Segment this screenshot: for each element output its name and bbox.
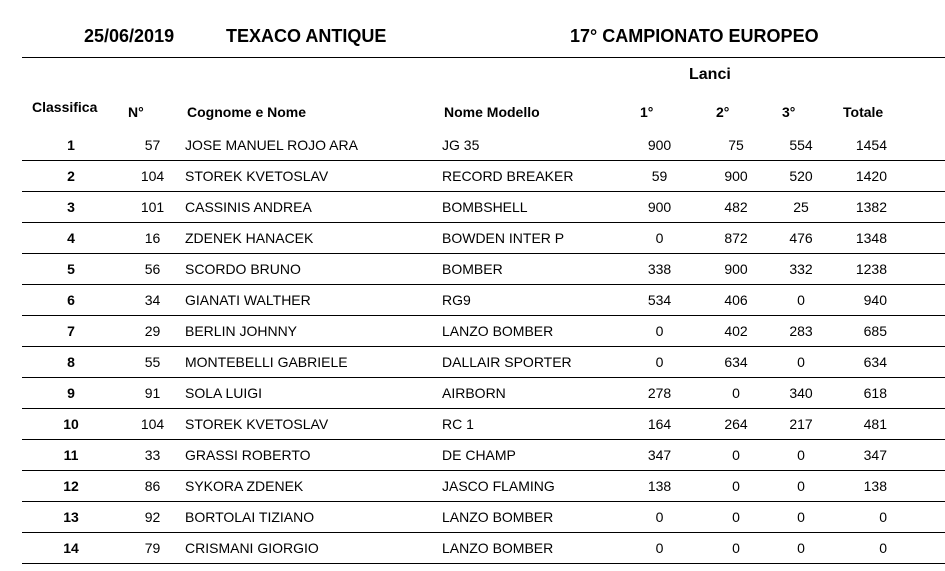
col-header-number: N° <box>128 104 144 120</box>
total-score-cell: 1454 <box>827 130 945 161</box>
col-header-flight3: 3° <box>782 104 796 120</box>
table-row <box>22 347 945 378</box>
competitor-name-cell: SOLA LUIGI <box>185 378 442 409</box>
flight3-score-cell: 0 <box>775 440 827 471</box>
flight3-score-cell: 0 <box>775 502 827 533</box>
competitor-name-cell: GIANATI WALTHER <box>185 285 442 316</box>
flight2-score-cell: 900 <box>697 254 775 285</box>
flight3-score-cell: 25 <box>775 192 827 223</box>
rank-cell: 3 <box>22 192 120 223</box>
total-score-cell: 0 <box>827 502 945 533</box>
flight3-score-cell: 0 <box>775 285 827 316</box>
flight2-score-cell: 402 <box>697 316 775 347</box>
flight2-score-cell: 264 <box>697 409 775 440</box>
header-divider <box>22 57 945 58</box>
flight3-score-cell: 283 <box>775 316 827 347</box>
competitor-name-cell: SYKORA ZDENEK <box>185 471 442 502</box>
total-score-cell: 0 <box>827 533 945 564</box>
flight2-score-cell: 0 <box>697 378 775 409</box>
flight1-score-cell: 0 <box>622 347 697 378</box>
model-name-cell: JG 35 <box>442 130 622 161</box>
flight1-score-cell: 138 <box>622 471 697 502</box>
rank-cell: 6 <box>22 285 120 316</box>
total-score-cell: 1348 <box>827 223 945 254</box>
model-name-cell: BOWDEN INTER P <box>442 223 622 254</box>
competitor-number-cell: 57 <box>120 130 185 161</box>
rank-cell: 8 <box>22 347 120 378</box>
rank-cell: 4 <box>22 223 120 254</box>
table-row <box>22 130 945 161</box>
total-score-cell: 618 <box>827 378 945 409</box>
flight2-score-cell: 482 <box>697 192 775 223</box>
competitor-number-cell: 91 <box>120 378 185 409</box>
flight3-score-cell: 217 <box>775 409 827 440</box>
table-row <box>22 192 945 223</box>
championship-title: 17° CAMPIONATO EUROPEO <box>570 26 819 46</box>
flight1-score-cell: 900 <box>622 130 697 161</box>
model-name-cell: DALLAIR SPORTER <box>442 347 622 378</box>
competitor-name-cell: BERLIN JOHNNY <box>185 316 442 347</box>
competitor-number-cell: 29 <box>120 316 185 347</box>
rank-cell: 2 <box>22 161 120 192</box>
competitor-name-cell: STOREK KVETOSLAV <box>185 161 442 192</box>
model-name-cell: DE CHAMP <box>442 440 622 471</box>
model-name-cell: LANZO BOMBER <box>442 502 622 533</box>
flight1-score-cell: 164 <box>622 409 697 440</box>
flight2-score-cell: 634 <box>697 347 775 378</box>
total-score-cell: 685 <box>827 316 945 347</box>
table-row <box>22 223 945 254</box>
competitor-name-cell: ZDENEK HANACEK <box>185 223 442 254</box>
total-score-cell: 481 <box>827 409 945 440</box>
flight1-score-cell: 534 <box>622 285 697 316</box>
competitor-number-cell: 34 <box>120 285 185 316</box>
rank-cell: 9 <box>22 378 120 409</box>
model-name-cell: RC 1 <box>442 409 622 440</box>
flight2-score-cell: 75 <box>697 130 775 161</box>
col-header-name: Cognome e Nome <box>187 104 307 120</box>
total-score-cell: 940 <box>827 285 945 316</box>
flight1-score-cell: 0 <box>622 223 697 254</box>
table-row <box>22 378 945 409</box>
rank-cell: 12 <box>22 471 120 502</box>
model-name-cell: RG9 <box>442 285 622 316</box>
flight1-score-cell: 0 <box>622 316 697 347</box>
competitor-name-cell: CASSINIS ANDREA <box>185 192 442 223</box>
competitor-name-cell: STOREK KVETOSLAV <box>185 409 442 440</box>
model-name-cell: LANZO BOMBER <box>442 316 622 347</box>
competitor-name-cell: SCORDO BRUNO <box>185 254 442 285</box>
event-date: 25/06/2019 <box>84 26 175 46</box>
flight3-score-cell: 0 <box>775 533 827 564</box>
rank-cell: 1 <box>22 130 120 161</box>
total-score-cell: 347 <box>827 440 945 471</box>
table-row <box>22 502 945 533</box>
flights-group-label: Lanci <box>689 66 731 83</box>
competitor-number-cell: 56 <box>120 254 185 285</box>
flight1-score-cell: 0 <box>622 533 697 564</box>
col-header-flight2: 2° <box>716 104 730 120</box>
col-header-flight1: 1° <box>640 104 654 120</box>
competitor-number-cell: 55 <box>120 347 185 378</box>
flight1-score-cell: 278 <box>622 378 697 409</box>
flight2-score-cell: 0 <box>697 471 775 502</box>
flight3-score-cell: 332 <box>775 254 827 285</box>
table-row <box>22 409 945 440</box>
flight3-score-cell: 476 <box>775 223 827 254</box>
model-name-cell: BOMBER <box>442 254 622 285</box>
flight2-score-cell: 0 <box>697 533 775 564</box>
results-table-body <box>22 130 945 564</box>
col-header-total: Totale <box>843 104 884 120</box>
competitor-name-cell: GRASSI ROBERTO <box>185 440 442 471</box>
model-name-cell: AIRBORN <box>442 378 622 409</box>
model-name-cell: JASCO FLAMING <box>442 471 622 502</box>
flight2-score-cell: 0 <box>697 440 775 471</box>
flight3-score-cell: 0 <box>775 347 827 378</box>
model-name-cell: BOMBSHELL <box>442 192 622 223</box>
competitor-number-cell: 104 <box>120 161 185 192</box>
total-score-cell: 138 <box>827 471 945 502</box>
table-row <box>22 285 945 316</box>
competitor-name-cell: CRISMANI GIORGIO <box>185 533 442 564</box>
table-row <box>22 254 945 285</box>
competition-class: TEXACO ANTIQUE <box>226 26 387 46</box>
flight3-score-cell: 0 <box>775 471 827 502</box>
rank-cell: 14 <box>22 533 120 564</box>
total-score-cell: 1382 <box>827 192 945 223</box>
table-row <box>22 161 945 192</box>
competitor-name-cell: JOSE MANUEL ROJO ARA <box>185 130 442 161</box>
competitor-number-cell: 79 <box>120 533 185 564</box>
flight1-score-cell: 338 <box>622 254 697 285</box>
total-score-cell: 634 <box>827 347 945 378</box>
flight1-score-cell: 900 <box>622 192 697 223</box>
competitor-number-cell: 104 <box>120 409 185 440</box>
competitor-name-cell: BORTOLAI TIZIANO <box>185 502 442 533</box>
table-row <box>22 440 945 471</box>
rank-cell: 13 <box>22 502 120 533</box>
flight2-score-cell: 900 <box>697 161 775 192</box>
competitor-number-cell: 33 <box>120 440 185 471</box>
flight3-score-cell: 520 <box>775 161 827 192</box>
table-row <box>22 471 945 502</box>
rank-cell: 11 <box>22 440 120 471</box>
flight2-score-cell: 406 <box>697 285 775 316</box>
competitor-number-cell: 101 <box>120 192 185 223</box>
total-score-cell: 1420 <box>827 161 945 192</box>
col-header-rank: Classifica <box>32 99 98 115</box>
results-table <box>22 130 945 564</box>
flight3-score-cell: 554 <box>775 130 827 161</box>
competitor-name-cell: MONTEBELLI GABRIELE <box>185 347 442 378</box>
model-name-cell: LANZO BOMBER <box>442 533 622 564</box>
competitor-number-cell: 86 <box>120 471 185 502</box>
competitor-number-cell: 92 <box>120 502 185 533</box>
total-score-cell: 1238 <box>827 254 945 285</box>
flight1-score-cell: 0 <box>622 502 697 533</box>
rank-cell: 10 <box>22 409 120 440</box>
table-row <box>22 316 945 347</box>
rank-cell: 5 <box>22 254 120 285</box>
model-name-cell: RECORD BREAKER <box>442 161 622 192</box>
table-row <box>22 533 945 564</box>
flight2-score-cell: 872 <box>697 223 775 254</box>
competitor-number-cell: 16 <box>120 223 185 254</box>
flight2-score-cell: 0 <box>697 502 775 533</box>
flight3-score-cell: 340 <box>775 378 827 409</box>
rank-cell: 7 <box>22 316 120 347</box>
flight1-score-cell: 347 <box>622 440 697 471</box>
col-header-model: Nome Modello <box>444 104 540 120</box>
flight1-score-cell: 59 <box>622 161 697 192</box>
